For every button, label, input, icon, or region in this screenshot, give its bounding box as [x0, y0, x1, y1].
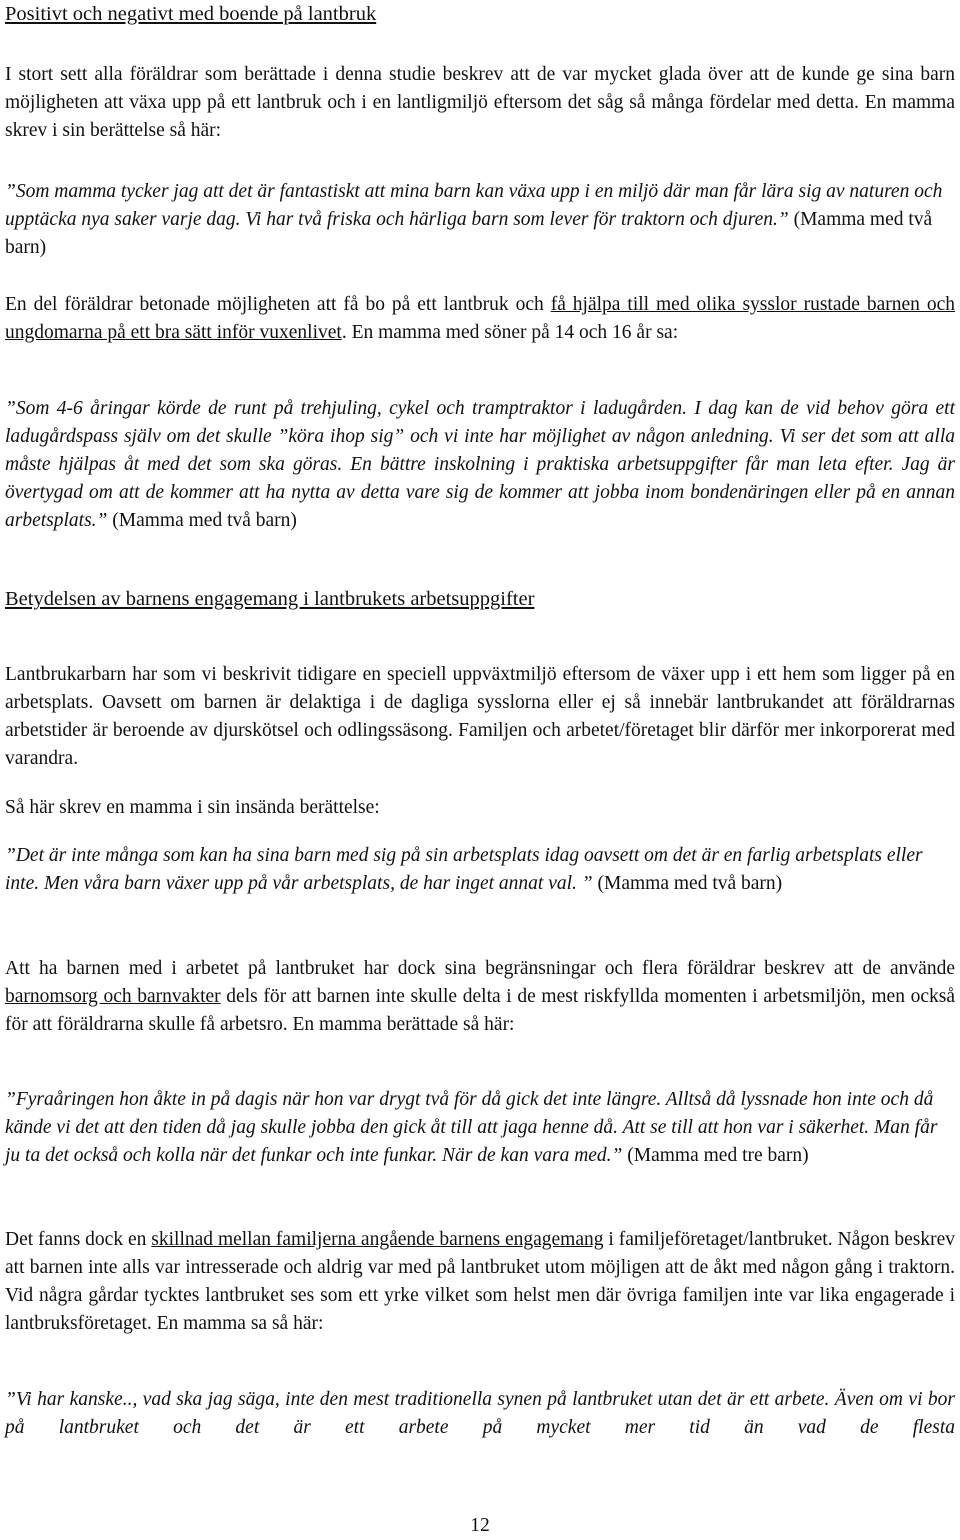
underlined-phrase: få hjälpa till med olika sysslor rustade barnen och ungdomarna på ett bra sätt inför vuxenlivet: [5, 294, 955, 343]
paragraph-text: . En mamma med söner på 14 och 16 år sa:: [341, 322, 679, 343]
quote-mother-1: [5, 178, 955, 262]
quote-mother-2: [5, 395, 955, 535]
paragraph-intro: I stort sett alla föräldrar som berättade i denna studie beskrev att de var mycket glada över att de kunde ge sina barn möjligheten att växa upp på ett lantbruk och i en lantligmiljö eftersom det såg så många fördelar med detta. En mamma skrev i sin berättelse så här:: [5, 64, 955, 141]
page-number: 12: [470, 1515, 490, 1536]
quote-source: (Mamma med två barn): [5, 209, 933, 258]
paragraph-text: i familjeföretaget/lantbruket. Någon beskrev att barnen inte alls var intresserade och aldrig var med på lantbruket utom möjligen att de åkt med någon gång i traktorn. Vid några gårdar tycktes lantbruket ses som ett yrke vilket som helst men där övriga familjen inte var lika engagerade i lantbruksföretaget. En mamma sa så här:: [5, 1229, 956, 1334]
paragraph-text: En del föräldrar betonade möjligheten att få bo på ett lantbruk och: [5, 294, 551, 315]
paragraph-chores: [5, 291, 955, 347]
underlined-phrase: barnomsorg och barnvakter: [5, 986, 221, 1007]
paragraph-limitations: [5, 955, 955, 1039]
quote-text: ”Fyraåringen hon åkte in på dagis när hon var drygt två för då gick det inte längre. Alltså då lyssnade hon inte och då kände vi det att den tiden då jag skulle jobba den gick åt till att jaga henne då. Att se till att hon var i säkerhet. Man får ju ta det också och kolla när det funkar och inte funkar. När de kan vara med.”: [5, 1089, 938, 1166]
paragraph-text: Det fanns dock en: [5, 1229, 152, 1250]
paragraph-text: Att ha barnen med i arbetet på lantbruket har dock sina begränsningar och flera föräldrar beskrev att de använde: [5, 958, 955, 979]
paragraph-differences: [5, 1226, 955, 1338]
document-page: [5, 0, 955, 1536]
quote-text: ”Som mamma tycker jag att det är fantastiskt att mina barn kan växa upp i en miljö där man får lära sig av naturen och upptäcka nya saker varje dag. Vi har två friska och härliga barn som lever för traktorn och djuren.”: [5, 181, 943, 230]
quote-source: (Mamma med två barn): [592, 873, 783, 894]
quote-text: ”Som 4-6 åringar körde de runt på trehjuling, cykel och tramptraktor i ladugården. I dag kan de vid behov göra ett ladugårdspass själv om det skulle ”köra ihop sig” och vi inte har möjlighet av någon anledning. Vi ser det som att alla måste hjälpas åt med det som ska göras. En bättre inskolning i praktiska arbetsuppgifter får man leta efter. Jag är övertygad om att de kommer att ha nytta av detta vare sig de kommer att jobba inom bondenäringen eller på en annan arbetsplats.”: [5, 398, 955, 531]
paragraph-text: dels för att barnen inte skulle delta i de mest riskfyllda momenten i arbetsmiljön, men också för att föräldrarna skulle få arbetsro. En mamma berättade så här:: [5, 986, 955, 1035]
quote-text: ”Vi har kanske.., vad ska jag säga, inte den mest traditionella synen på lantbruket utan det är ett arbete. Även om vi bor på lantbruket och det är ett arbete på mycket mer tid än vad de flesta: [5, 1389, 955, 1438]
quote-mother-5: [5, 1386, 955, 1442]
paragraph-lead-in: Så här skrev en mamma i sin insända berättelse:: [5, 797, 380, 818]
quote-text: ”Det är inte många som kan ha sina barn med sig på sin arbetsplats idag oavsett om det är en farlig arbetsplats eller inte. Men våra barn växer upp på vår arbetsplats, de har inget annat val. ”: [5, 845, 923, 894]
section-heading-engagement: Betydelsen av barnens engagemang i lantbrukets arbetsuppgifter: [5, 588, 535, 610]
paragraph-upbringing: Lantbrukarbarn har som vi beskrivit tidigare en speciell uppväxtmiljö eftersom de växer upp i ett hem som ligger på en arbetsplats. Oavsett om barnen är delaktiga i de dagliga sysslorna eller ej så innebär lantbrukandet att föräldrarnas arbetstider är beroende av djurskötsel och odlingssäsong. Familjen och arbetet/företaget blir därför mer inkorporerat med varandra.: [5, 664, 955, 769]
quote-mother-3: [5, 842, 955, 898]
quote-mother-4: [5, 1086, 955, 1170]
section-heading-positive-negative: Positivt och negativt med boende på lantbruk: [5, 3, 377, 25]
quote-source: (Mamma med två barn): [107, 510, 297, 531]
underlined-phrase: skillnad mellan familjerna angående barnens engagemang: [151, 1229, 604, 1250]
quote-source: (Mamma med tre barn): [622, 1145, 809, 1166]
